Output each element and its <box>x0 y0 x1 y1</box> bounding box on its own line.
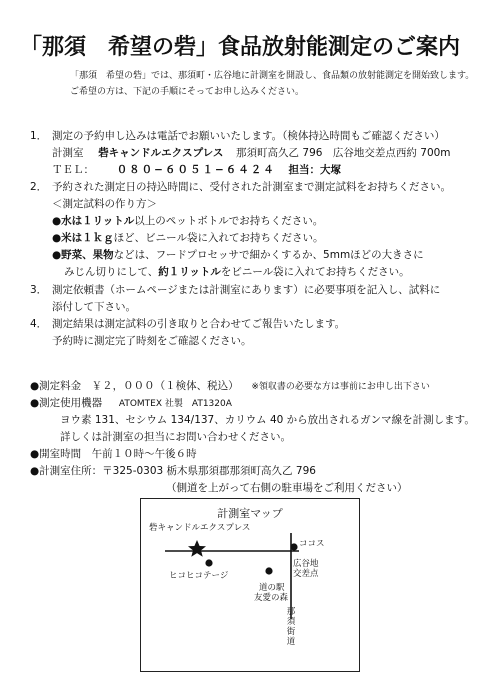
place-address: 那須町高久乙 796 広谷地交差点西約 700m <box>236 147 451 159</box>
step-3-text: 測定依頼書（ホームページまたは計測室にあります）に必要事項を記入し、試料に <box>52 284 441 296</box>
step-2-number: 2． <box>30 181 48 193</box>
water-rest: 以上のペットボトルでお持ちください。 <box>134 215 324 227</box>
step-4-text: 測定結果は測定試料の引き取りと合わせてご報告いたします。 <box>52 318 346 330</box>
lab-address: ●計測室住所：〒325-0303 栃木県那須郡那須町高久乙 796 <box>30 465 316 477</box>
veg-bold: ●野菜、果物 <box>52 249 114 261</box>
device-description: ヨウ素 131、セシウム 134/137、カリウム 40 から放出されるガンマ線を計測します。 <box>60 414 475 426</box>
map-label-kokos: ココス <box>299 539 325 549</box>
device-name: ATOMTEX 社製 AT1320A <box>118 399 232 409</box>
place-label: 計測室 <box>52 147 84 159</box>
map-label-yuuai-forest: 友愛の森 <box>254 593 289 603</box>
map-title: 計測室マップ <box>217 507 283 520</box>
tel-contact: 担当：大塚 <box>288 164 341 176</box>
step-2-text: 予約された測定日の持込時間に、受付された計測室まで測定試料をお持ちください。 <box>52 181 451 193</box>
veg-rest: などは、フードプロセッサで細かくするか、5mmほどの大きさに <box>113 249 424 261</box>
device-contact: 詳しくは計測室の担当にお問い合わせください。 <box>60 431 291 443</box>
sample-water <box>52 213 323 228</box>
device-line <box>30 395 232 410</box>
tel-number: ０８０−６０５１−６４２４ <box>116 164 276 176</box>
sample-vegetables <box>52 247 424 262</box>
fee-note: ※領収書の必要な方は事前にお申し出下さい <box>251 382 430 392</box>
kokos-dot <box>290 543 297 550</box>
step-1-text: 測定の予約申し込みは電話でお願いいたします。（検体持込時間もご確認ください） <box>52 130 445 142</box>
step-1-phone <box>52 162 341 177</box>
page-title: 「那須 希望の砦」食品放射能測定のご案内 <box>20 35 461 60</box>
map-label-kousaten: 交差点 <box>293 569 319 579</box>
veg-line2b: をビニール袋に入れてお持ちください。 <box>220 266 410 278</box>
step-1-number: 1． <box>30 130 48 142</box>
map-label-hiko-cottage: ヒコヒコテージ <box>169 571 229 581</box>
map-label-nasu-kaido: 那須街道 <box>286 607 296 647</box>
sample-vegetables-line-2 <box>64 264 410 279</box>
fee-line <box>30 378 430 393</box>
candle-express-star-icon <box>188 540 206 557</box>
sample-howto-heading: ＜測定試料の作り方＞ <box>52 198 157 210</box>
step-3-text-2: 添付して下さい。 <box>52 301 136 313</box>
hiko-cottage-dot <box>205 559 212 566</box>
veg-line2a: みじん切りにして、 <box>64 266 159 278</box>
device-label: ●測定使用機器 <box>30 397 103 409</box>
tel-label: ＴＥＬ： <box>52 164 94 176</box>
veg-bold-2: 約１リットル <box>158 266 221 278</box>
opening-hours: ●開室時間 午前１０時〜午後６時 <box>30 448 197 460</box>
water-bold: ●水は１リットル <box>52 215 135 227</box>
parking-note: （側道を上がって右側の駐車場をご利用ください） <box>166 482 408 494</box>
rice-bold: ●米は１ｋｇ <box>52 232 114 244</box>
michinoeki-dot <box>265 567 272 574</box>
intro-line-1: 「那須 希望の砦」では、那須町・広谷地に計測室を開設し、食品類の放射能測定を開始致します。 <box>70 71 475 81</box>
place-name: 砦キャンドルエクスプレス <box>98 147 224 159</box>
map-label-michinoeki: 道の駅 <box>259 583 285 593</box>
sample-rice <box>52 230 323 245</box>
rice-rest: ほど、ビニール袋に入れてお持ちください。 <box>113 232 324 244</box>
fee-label: ●測定料金 ￥２，０００（１検体、税込） <box>30 380 239 392</box>
map-label-candle-express: 砦キャンドルエクスプレス <box>149 523 251 533</box>
step-1-place <box>52 145 451 160</box>
step-4-text-2: 予約時に測定完了時刻をご確認ください。 <box>52 335 252 347</box>
map-label-hirotaniji: 広谷地 <box>293 559 319 569</box>
step-4-number: 4． <box>30 318 48 330</box>
step-3-number: 3． <box>30 284 48 296</box>
lab-map <box>140 498 360 672</box>
intro-line-2: ご希望の方は、下記の手順にそってお申し込みください。 <box>70 87 305 97</box>
